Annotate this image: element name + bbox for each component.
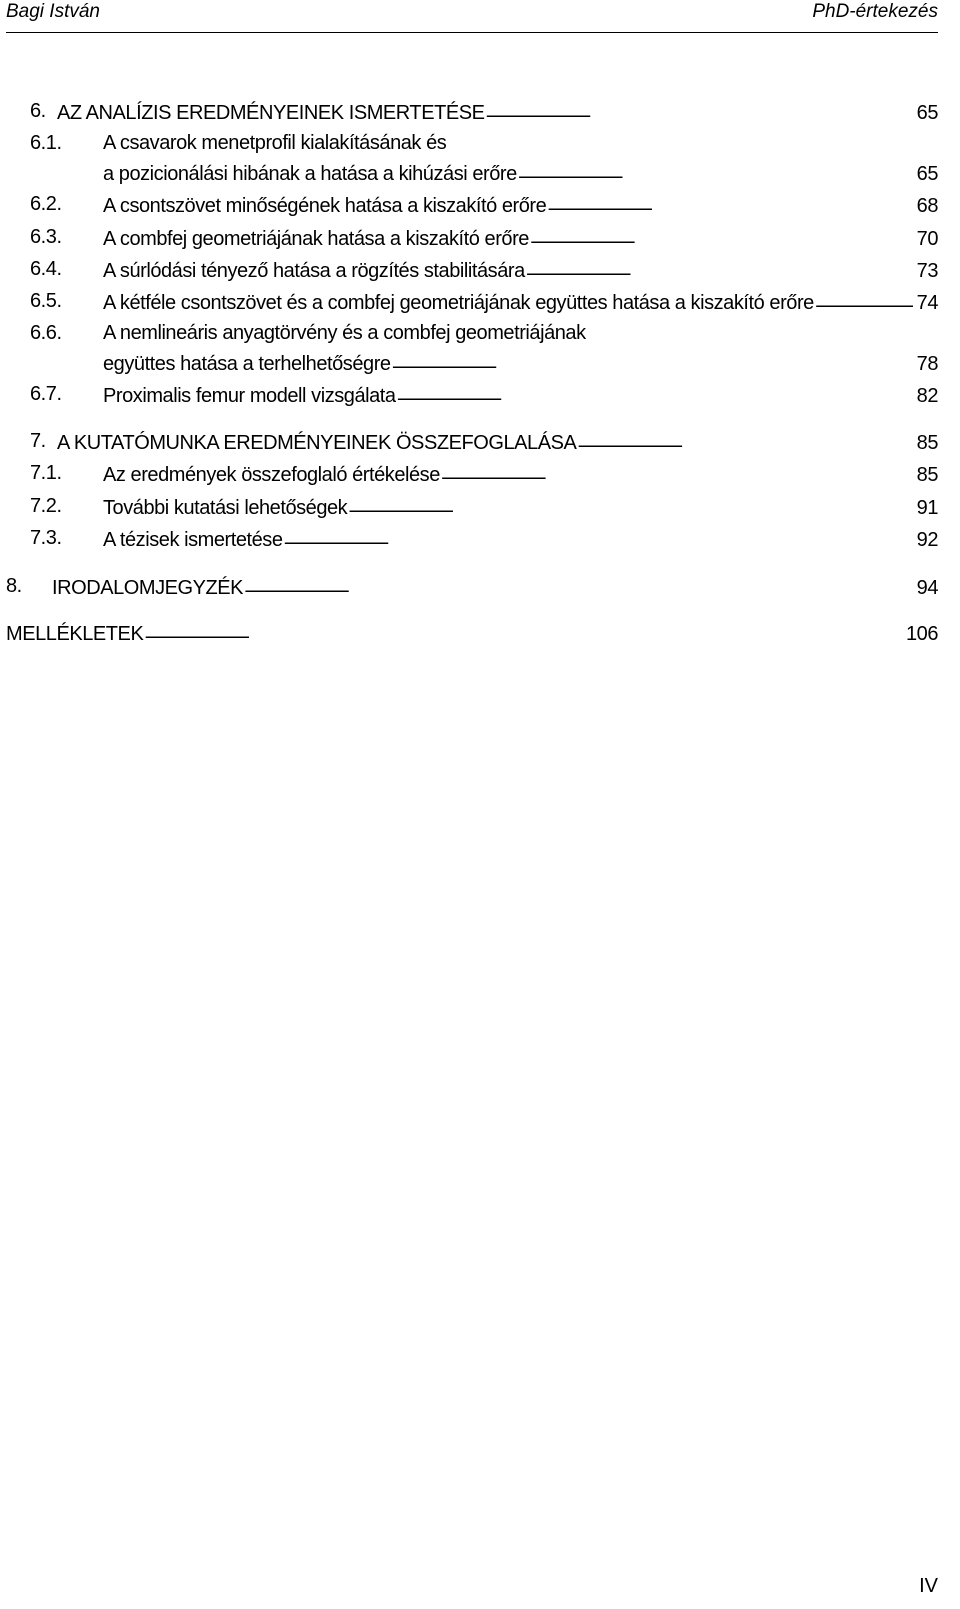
toc-leader-dots: [518, 160, 913, 180]
toc-entry-page: 106: [905, 623, 938, 645]
toc-entry[interactable]: [103, 461, 938, 487]
toc-entry-title: Proximalis femur modell vizsgálata: [103, 385, 396, 407]
toc-entry[interactable]: [103, 494, 938, 520]
toc-entry-number: 7.2.: [30, 495, 62, 517]
toc-entry-page: 78: [916, 353, 938, 375]
toc-entry-title: IRODALOMJEGYZÉK: [52, 577, 244, 599]
toc-entry-number: 6.4.: [30, 258, 62, 280]
toc-entry-title: A súrlódási tényező hatása a rögzítés stabilitására: [103, 260, 525, 282]
toc-entry-title: A tézisek ismertetése: [103, 529, 283, 551]
toc-entry-number: 8.: [6, 575, 22, 597]
toc-leader-dots: [815, 289, 913, 309]
toc-leader-dots: [144, 620, 902, 640]
toc-entry[interactable]: [103, 350, 938, 376]
toc-entry-page: 85: [916, 432, 938, 454]
toc-entry-title: A combfej geometriájának hatása a kiszakító erőre: [103, 228, 529, 250]
header-author: Bagi István: [6, 1, 100, 22]
toc-leader-dots: [284, 526, 913, 546]
toc-entry-page: 82: [916, 385, 938, 407]
toc-entry-page: 94: [916, 577, 938, 599]
toc-entry[interactable]: [52, 574, 938, 600]
toc-entry[interactable]: [103, 382, 938, 408]
toc-entry-title: AZ ANALÍZIS EREDMÉNYEINEK ISMERTETÉSE: [57, 102, 485, 124]
toc-entry[interactable]: [103, 192, 938, 218]
toc-leader-dots: [244, 574, 913, 594]
toc-entry-title: Az eredmények összefoglaló értékelése: [103, 464, 440, 486]
page-header: [6, 0, 938, 33]
toc-entry[interactable]: [103, 160, 938, 186]
toc-entry-page: 70: [916, 228, 938, 250]
toc-entry-page: 65: [916, 102, 938, 124]
toc-leader-dots: [441, 461, 913, 481]
toc-leader-dots: [348, 494, 912, 514]
toc-entry-page: 65: [916, 163, 938, 185]
toc-entry-title[interactable]: A csavarok menetprofil kialakításának és: [103, 132, 447, 154]
toc-entry-number: 7.3.: [30, 527, 62, 549]
toc-entry-title-continued: együttes hatása a terhelhetőségre: [103, 353, 391, 375]
toc-entry-page: 85: [916, 464, 938, 486]
toc-entry[interactable]: [103, 257, 938, 283]
toc-entry-title: MELLÉKLETEK: [6, 623, 144, 645]
toc-entry-number: 6.2.: [30, 193, 62, 215]
toc-entry-title: A csontszövet minőségének hatása a kiszakító erőre: [103, 195, 547, 217]
toc-entry[interactable]: [103, 526, 938, 552]
toc-entry-title[interactable]: A nemlineáris anyagtörvény és a combfej geometriájának: [103, 322, 586, 344]
toc-entry[interactable]: [57, 99, 938, 125]
page-number: IV: [919, 1575, 938, 1597]
toc-entry-page: 74: [916, 292, 938, 314]
toc-entry[interactable]: [103, 289, 938, 315]
toc-leader-dots: [530, 225, 913, 245]
toc-leader-dots: [526, 257, 913, 277]
toc-leader-dots: [392, 350, 913, 370]
toc-entry-number: 7.1.: [30, 462, 62, 484]
toc-entry-number: 6.5.: [30, 290, 62, 312]
toc-entry-number: 6.1.: [30, 132, 62, 154]
toc-entry-number: 7.: [30, 430, 46, 452]
toc-entry-page: 73: [916, 260, 938, 282]
toc-entry[interactable]: [6, 620, 938, 646]
toc-leader-dots: [397, 382, 913, 402]
toc-entry-title: A kétféle csontszövet és a combfej geometriájának együttes hatása a kiszakító erőre: [103, 292, 814, 314]
header-document-type: PhD-értekezés: [812, 1, 938, 22]
toc-entry-title-continued: a pozicionálási hibának a hatása a kihúzási erőre: [103, 163, 517, 185]
toc-entry-number: 6.6.: [30, 322, 62, 344]
toc-leader-dots: [577, 429, 912, 449]
toc-entry[interactable]: [57, 429, 938, 455]
toc-leader-dots: [486, 99, 913, 119]
toc-entry-number: 6.3.: [30, 226, 62, 248]
toc-entry[interactable]: [103, 225, 938, 251]
toc-leader-dots: [547, 192, 912, 212]
toc-entry-title: A KUTATÓMUNKA EREDMÉNYEINEK ÖSSZEFOGLALÁSA: [57, 432, 577, 454]
toc-entry-number: 6.7.: [30, 383, 62, 405]
toc-entry-page: 92: [916, 529, 938, 551]
toc-entry-page: 68: [916, 195, 938, 217]
toc-entry-title: További kutatási lehetőségek: [103, 497, 348, 519]
toc-entry-number: 6.: [30, 100, 46, 122]
toc-entry-page: 91: [916, 497, 938, 519]
